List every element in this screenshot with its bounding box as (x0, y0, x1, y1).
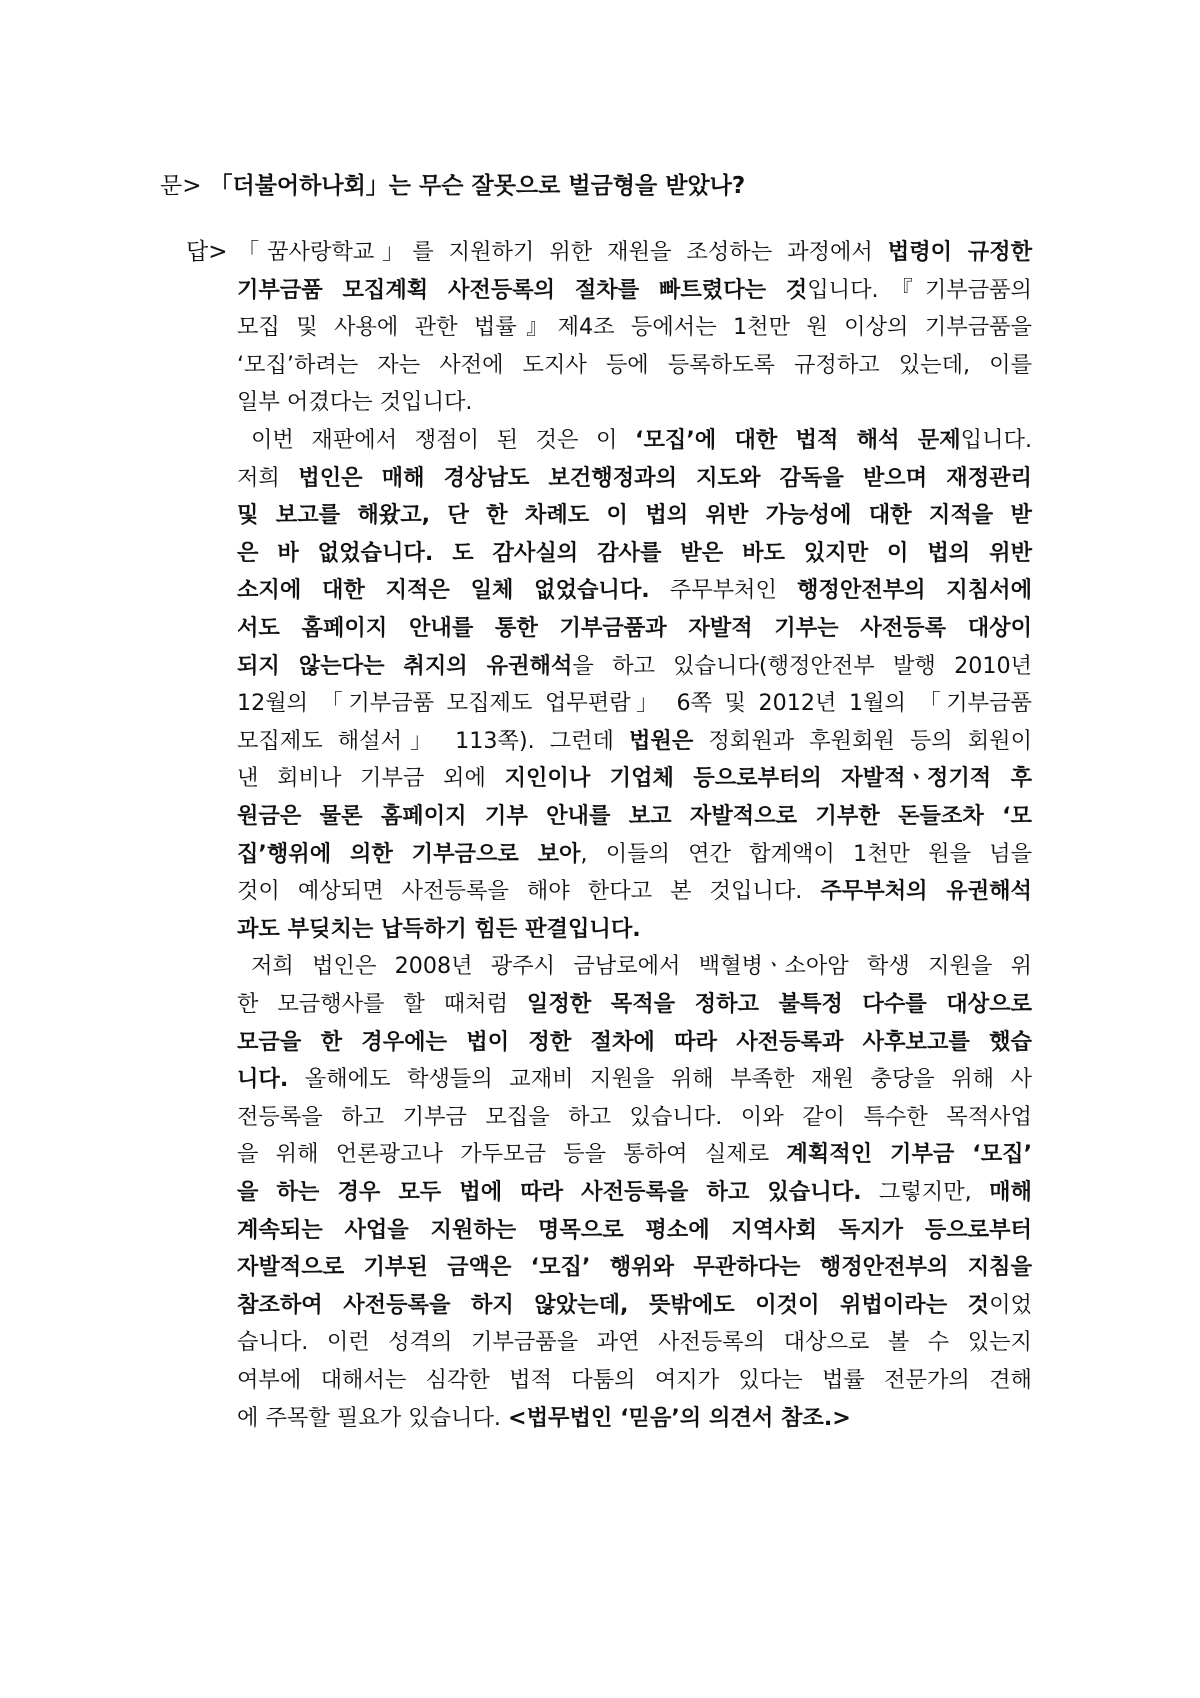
answer-line (237, 1247, 1032, 1287)
text-segment: 입니다.『기부금품의 (807, 276, 1032, 303)
text-segment: 모집 및 사용에 관한 법률』제4조 등에서는 1천만 원 이상의 기부금품을 (237, 314, 1032, 341)
question-text: 「더불어하나회」는 무슨 잘못으로 벌금형을 받았나? (209, 173, 746, 199)
bold-text-segment: ‘모집’에 대한 법적 해석 문제 (635, 427, 961, 453)
answer-line (237, 420, 1032, 460)
text-segment: 모집제도 해설서」 113쪽). 그런데 (237, 727, 629, 754)
bold-text-segment: 및 보고를 해왔고, 단 한 차례도 이 법의 위반 가능성에 대한 지적을 받 (237, 502, 1032, 529)
bold-text-segment: 과도 부딪치는 납득하기 힘든 판결입니다. (237, 915, 641, 942)
bold-text-segment: 법령이 규정한 (887, 239, 1033, 265)
answer-line (237, 232, 1032, 272)
question-line (160, 166, 1040, 206)
answer-line (237, 1022, 1032, 1062)
bold-text-segment: 은 바 없었습니다. 도 감사실의 감사를 받은 바도 있지만 이 법의 위반 (237, 539, 1032, 566)
bold-text-segment: 을 하는 경우 모두 법에 따라 사전등록을 하고 있습니다. (237, 1179, 862, 1205)
text-segment: , 이들의 연간 합계액이 1천만 원을 넘을 (580, 840, 1033, 867)
text-segment: 입니다. (960, 427, 1032, 453)
bold-text-segment: 니다. (237, 1066, 289, 1093)
text-segment: 이었 (989, 1291, 1032, 1318)
text-segment: 「꿈사랑학교」를 지원하기 위한 재원을 조성하는 과정에서 (237, 239, 888, 265)
answer-line (237, 1398, 1032, 1438)
bold-text-segment: 지인이나 기업체 등으로부터의 자발적ㆍ정기적 후 (504, 765, 1033, 792)
bold-text-segment: 원금은 물론 홈페이지 기부 안내를 보고 자발적으로 기부한 돈들조차 ‘모 (237, 803, 1032, 829)
answer-line (237, 909, 1032, 949)
bold-text-segment: 서도 홈페이지 안내를 통한 기부금품과 자발적 기부는 사전등록 대상이 (237, 615, 1032, 641)
text-segment: 낸 회비나 기부금 외에 (237, 765, 505, 792)
text-segment: 한 모금행사를 할 때처럼 (237, 991, 527, 1017)
bold-text-segment: 소지에 대한 지적은 일체 없었습니다. (237, 577, 650, 604)
answer-line (237, 1360, 1032, 1400)
answer-line (237, 458, 1032, 498)
text-segment: 을 위해 언론광고나 가두모금 등을 통하여 실제로 (237, 1141, 787, 1168)
answer-line (237, 495, 1032, 535)
text-segment: 일부 어겼다는 것입니다. (237, 389, 473, 416)
bold-text-segment: 기부금품 모집계획 사전등록의 절차를 빠트렸다는 것 (237, 276, 808, 303)
answer-line (237, 270, 1032, 310)
answer-line (237, 1322, 1032, 1362)
answer-line (237, 570, 1032, 610)
text-segment: 습니다. 이런 성격의 기부금품을 과연 사전등록의 대상으로 볼 수 있는지 (237, 1329, 1032, 1356)
bold-text-segment: 계획적인 기부금 ‘모집’ (786, 1141, 1032, 1168)
bold-text-segment: 주무부처의 유권해석 (820, 878, 1032, 905)
answer-line (237, 796, 1032, 836)
bold-text-segment: 행정안전부의 지침서에 (796, 577, 1032, 604)
bold-text-segment: 모금을 한 경우에는 법이 정한 절차에 따라 사전등록과 사후보고를 했습 (237, 1028, 1032, 1055)
bold-text-segment: 계속되는 사업을 지원하는 명목으로 평소에 지역사회 독지가 등으로부터 (237, 1216, 1032, 1243)
answer-line (237, 683, 1032, 723)
answer-line (237, 533, 1032, 573)
answer-line (237, 834, 1032, 874)
bold-text-segment: <법무법인 ‘믿음’의 의견서 참조.> (508, 1404, 851, 1431)
answer-line (237, 1172, 1032, 1212)
answer-line (237, 1134, 1032, 1174)
bold-text-segment: 집’행위에 의한 기부금으로 보아 (237, 840, 581, 867)
answer-line (237, 1097, 1032, 1137)
answer-line (237, 1059, 1032, 1099)
text-segment: 여부에 대해서는 심각한 법적 다툼의 여지가 있다는 법률 전문가의 견해 (237, 1367, 1032, 1393)
bold-text-segment: 법원은 (629, 727, 694, 754)
text-segment: 정회원과 후원회원 등의 회원이 (693, 727, 1032, 754)
text-segment: 12월의 「기부금품 모집제도 업무편람」 6쪽 및 2012년 1월의 「기부금품 (237, 690, 1032, 717)
text-segment: 올해에도 학생들의 교재비 지원을 위해 부족한 재원 충당을 위해 사 (288, 1066, 1032, 1093)
bold-text-segment: 매해 (989, 1179, 1032, 1205)
answer-line (237, 946, 1032, 986)
text-segment: 주무부처인 (649, 577, 797, 604)
bold-text-segment: 자발적으로 기부된 금액은 ‘모집’ 행위와 무관하다는 행정안전부의 지침을 (237, 1254, 1032, 1281)
text-segment: 그렇지만, (861, 1179, 990, 1205)
text-segment: ‘모집’하려는 자는 사전에 도지사 등에 등록하도록 규정하고 있는데, 이를 (237, 351, 1032, 378)
text-segment: 것이 예상되면 사전등록을 해야 한다고 본 것입니다. (237, 878, 821, 905)
answer-line (237, 984, 1032, 1024)
text-segment: 저희 (237, 464, 299, 491)
answer-line (237, 646, 1032, 686)
answer-marker: 답> (186, 239, 228, 265)
text-segment: 이번 재판에서 쟁점이 된 것은 이 (251, 427, 636, 453)
question-marker: 문> (160, 173, 202, 199)
bold-text-segment: 일정한 목적을 정하고 불특정 다수를 대상으로 (526, 991, 1032, 1017)
text-segment: 전등록을 하고 기부금 모집을 하고 있습니다. 이와 같이 특수한 목적사업 (237, 1103, 1032, 1130)
answer-line (237, 345, 1032, 385)
answer-line (237, 721, 1032, 761)
answer-line (237, 608, 1032, 648)
answer-line (237, 871, 1032, 911)
text-segment: 에 주목할 필요가 있습니다. (237, 1404, 509, 1431)
answer-line (237, 1285, 1032, 1325)
answer-line (237, 382, 1032, 422)
text-segment: 저희 법인은 2008년 광주시 금남로에서 백혈병ㆍ소아암 학생 지원을 위 (251, 953, 1032, 980)
bold-text-segment: 참조하여 사전등록을 하지 않았는데, 뜻밖에도 이것이 위법이라는 것 (237, 1291, 990, 1318)
answer-line (237, 758, 1032, 798)
answer-line (237, 1210, 1032, 1250)
bold-text-segment: 되지 않는다는 취지의 유권해석 (237, 652, 573, 679)
bold-text-segment: 법인은 매해 경상남도 보건행정과의 지도와 감독을 받으며 재정관리 (298, 464, 1032, 491)
text-segment: 을 하고 있습니다(행정안전부 발행 2010년 (572, 652, 1032, 679)
answer-line (237, 307, 1032, 347)
